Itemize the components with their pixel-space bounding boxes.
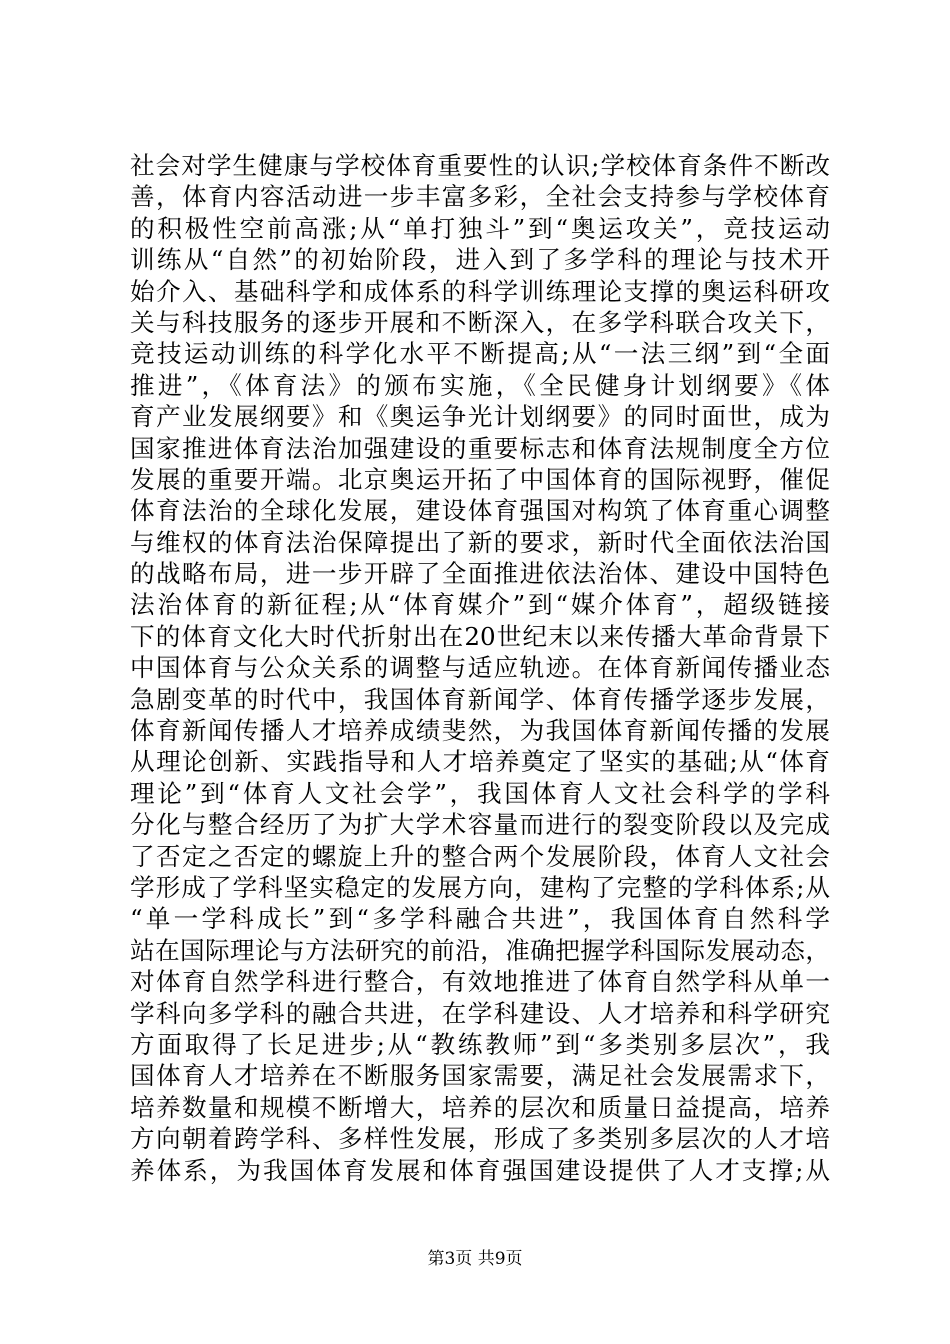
text-line: 中国体育与公众关系的调整与适应轨迹。在体育新闻传播业态 [130, 653, 830, 683]
text-line: 的积极性空前高涨;从“单打独斗”到“奥运攻关”，竞技运动 [130, 213, 830, 243]
text-line: 方向朝着跨学科、多样性发展，形成了多类别多层次的人才培 [130, 1124, 830, 1154]
text-line: 法治体育的新征程;从“体育媒介”到“媒介体育”，超级链接 [130, 590, 830, 620]
page-number-label: 第3页 共9页 [427, 1249, 523, 1269]
text-line: 方面取得了长足进步;从“教练教师”到“多类别多层次”，我 [130, 1029, 830, 1059]
text-line: 竞技运动训练的科学化水平不断提高;从“一法三纲”到“全面 [130, 339, 830, 369]
text-line: 体育新闻传播人才培养成绩斐然，为我国体育新闻传播的发展 [130, 716, 830, 746]
text-line: 分化与整合经历了为扩大学术容量而进行的裂变阶段以及完成 [130, 810, 830, 840]
text-line: 发展的重要开端。北京奥运开拓了中国体育的国际视野，催促 [130, 464, 830, 494]
text-line: 理论”到“体育人文社会学”，我国体育人文社会科学的学科 [130, 778, 830, 808]
text-line: 与维权的体育法治保障提出了新的要求，新时代全面依法治国 [130, 527, 830, 557]
text-line: 对体育自然学科进行整合，有效地推进了体育自然学科从单一 [130, 967, 830, 997]
text-line: 育产业发展纲要》和《奥运争光计划纲要》的同时面世，成为 [130, 402, 830, 432]
text-line: 从理论创新、实践指导和人才培养奠定了坚实的基础;从“体育 [130, 747, 830, 777]
text-line: 站在国际理论与方法研究的前沿，准确把握学科国际发展动态， [130, 935, 830, 965]
text-line: 下的体育文化大时代折射出在20世纪末以来传播大革命背景下 [130, 621, 830, 651]
text-line: “单一学科成长”到“多学科融合共进”，我国体育自然科学 [130, 904, 830, 934]
text-line: 体育法治的全球化发展，建设体育强国对构筑了体育重心调整 [130, 496, 830, 526]
text-line: 的战略布局，进一步开辟了全面推进依法治体、建设中国特色 [130, 559, 830, 589]
text-line: 国体育人才培养在不断服务国家需要，满足社会发展需求下， [130, 1061, 830, 1091]
text-line: 始介入、基础科学和成体系的科学训练理论支撑的奥运科研攻 [130, 276, 830, 306]
text-line: 急剧变革的时代中，我国体育新闻学、体育传播学逐步发展， [130, 684, 830, 714]
page-footer [0, 1244, 950, 1269]
text-line: 了否定之否定的螺旋上升的整合两个发展阶段，体育人文社会 [130, 841, 830, 871]
text-line: 学形成了学科坚实稳定的发展方向，建构了完整的学科体系;从 [130, 872, 830, 902]
text-line: 善，体育内容活动进一步丰富多彩，全社会支持参与学校体育 [130, 182, 830, 212]
text-line: 训练从“自然”的初始阶段，进入到了多学科的理论与技术开 [130, 245, 830, 275]
text-line: 培养数量和规模不断增大，培养的层次和质量日益提高，培养 [130, 1092, 830, 1122]
text-line: 国家推进体育法治加强建设的重要标志和体育法规制度全方位 [130, 433, 830, 463]
text-line: 社会对学生健康与学校体育重要性的认识;学校体育条件不断改 [130, 151, 830, 180]
text-line: 关与科技服务的逐步开展和不断深入，在多学科联合攻关下， [130, 307, 830, 337]
text-line: 推进”，《体育法》的颁布实施，《全民健身计划纲要》《体 [130, 370, 830, 400]
body-text [130, 150, 830, 1186]
text-line: 学科向多学科的融合共进，在学科建设、人才培养和科学研究 [130, 998, 830, 1028]
text-line: 养体系，为我国体育发展和体育强国建设提供了人才支撑;从 [130, 1155, 830, 1185]
